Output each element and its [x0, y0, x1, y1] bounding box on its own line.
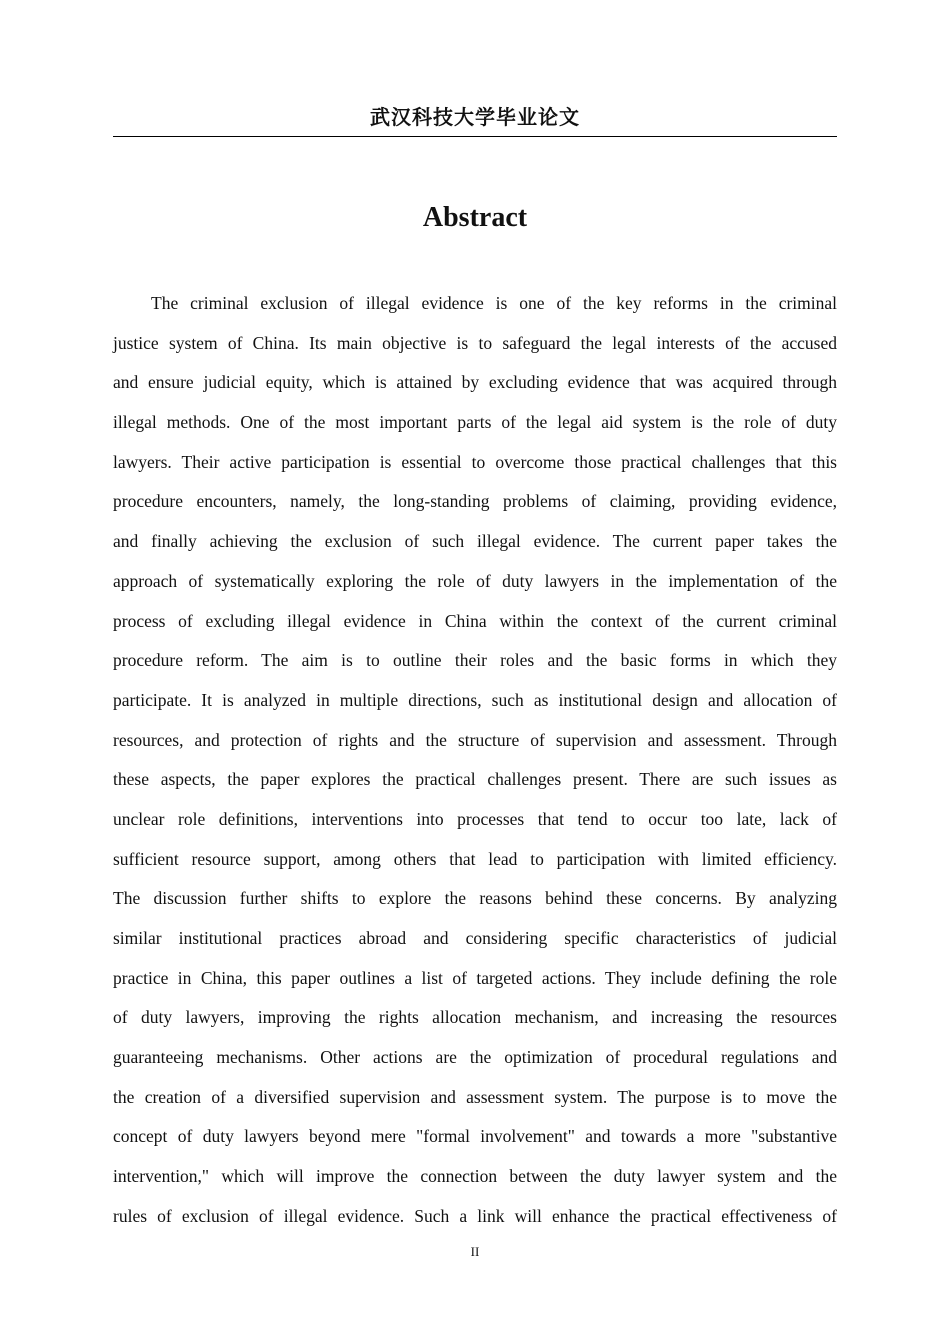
abstract-line: and ensure judicial equity, which is attained by excluding evidence that was acquired through — [113, 372, 837, 393]
abstract-line: lawyers. Their active participation is essential to overcome those practical challenges that this — [113, 451, 837, 472]
abstract-line: approach of systematically exploring the role of duty lawyers in the implementation of the — [113, 570, 837, 591]
abstract-line: and finally achieving the exclusion of such illegal evidence. The current paper takes the — [113, 531, 837, 552]
abstract-line: these aspects, the paper explores the practical challenges present. There are such issues as — [113, 769, 837, 790]
abstract-line: concept of duty lawyers beyond mere "formal involvement" and towards a more "substantive — [113, 1126, 837, 1147]
abstract-title: Abstract — [422, 202, 528, 233]
abstract-line: similar institutional practices abroad and considering specific characteristics of judicial — [113, 928, 837, 948]
abstract-line: procedure reform. The aim is to outline their roles and the basic forms in which they — [113, 650, 837, 671]
abstract-line: intervention," which will improve the connection between the duty lawyer system and the — [113, 1166, 837, 1187]
abstract-line: illegal methods. One of the most important parts of the legal aid system is the role of duty — [113, 412, 837, 433]
abstract-line: sufficient resource support, among others that lead to participation with limited efficiency. — [113, 848, 837, 869]
abstract-line: procedure encounters, namely, the long-standing problems of claiming, providing evidence, — [113, 491, 837, 512]
abstract-line: justice system of China. Its main objective is to safeguard the legal interests of the accused — [113, 332, 837, 353]
abstract-line: unclear role definitions, interventions into processes that tend to occur too late, lack of — [113, 808, 837, 829]
abstract-line: The criminal exclusion of illegal evidence is one of the key reforms in the criminal — [151, 293, 837, 313]
abstract-line: rules of exclusion of illegal evidence. Such a link will enhance the practical effectiveness of — [113, 1205, 837, 1226]
abstract-line: participate. It is analyzed in multiple directions, such as institutional design and allocation of — [113, 689, 837, 710]
abstract-line: of duty lawyers, improving the rights allocation mechanism, and increasing the resources — [113, 1007, 837, 1028]
abstract-body — [113, 284, 837, 1237]
abstract-line: practice in China, this paper outlines a list of targeted actions. They include defining the role — [113, 967, 837, 988]
abstract-line: guaranteeing mechanisms. Other actions are the optimization of procedural regulations and — [113, 1047, 837, 1068]
running-header: 武汉科技大学毕业论文 — [370, 105, 580, 129]
abstract-line: The discussion further shifts to explore the reasons behind these concerns. By analyzing — [113, 888, 837, 909]
abstract-line: process of excluding illegal evidence in China within the context of the current criminal — [113, 610, 837, 631]
header-rule — [113, 136, 837, 137]
page-number: II — [470, 1244, 480, 1259]
abstract-line: the creation of a diversified supervision and assessment system. The purpose is to move the — [113, 1086, 837, 1107]
abstract-line: resources, and protection of rights and the structure of supervision and assessment. Through — [113, 729, 837, 750]
